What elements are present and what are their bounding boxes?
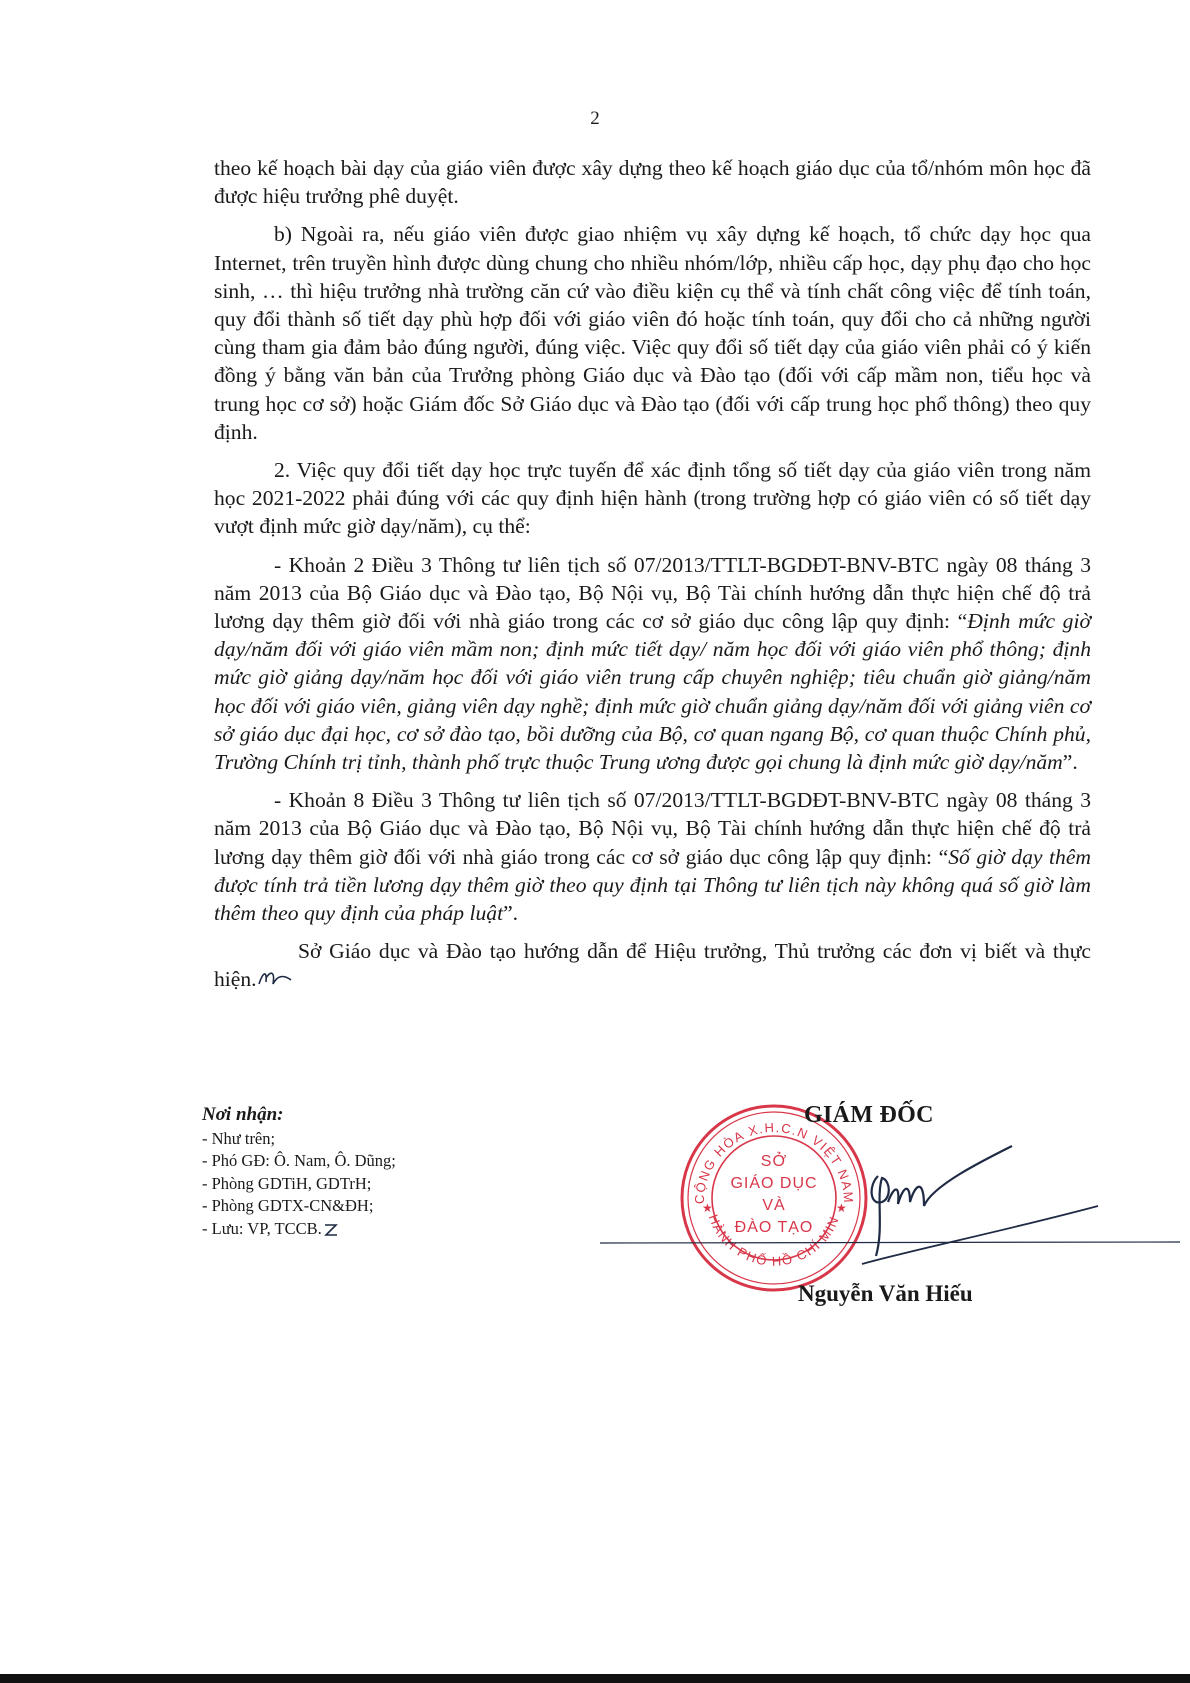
paragraph-khoan-2 [214,551,1091,777]
svg-text:★: ★ [836,1201,847,1215]
official-seal [678,1102,870,1294]
page-number: 2 [590,108,600,129]
recipient-item: - Phó GĐ: Ô. Nam, Ô. Dũng; [202,1151,396,1170]
paragraph-closing [214,937,1091,993]
recipients-block [202,1104,562,1240]
seal-line-4: ĐÀO TẠO [734,1219,814,1236]
closing-text: Sở Giáo dục và Đào tạo hướng dẫn để Hiệu trưởng, Thủ trưởng các đơn vị biết và thực hiện. [214,939,1091,992]
recipients-heading: Nơi nhận: [202,1104,284,1125]
paragraph-b: b) Ngoài ra, nếu giáo viên được giao nhiệm vụ xây dựng kế hoạch, tổ chức dạy học qua Internet, trên truyền hình được dùng chung cho nhiều nhóm/lớp, nhiều cấp học, dạy phụ đạo cho học sinh, … thì hiệu trưởng nhà trường căn cứ vào điều kiện cụ thể và tính chất công việc để tính toán, quy đổi thành số tiết dạy phù hợp đối với giáo viên đó hoặc tính toán, quy đổi cho cả những người cùng tham gia đảm bảo đúng người, đúng việc. Việc quy đổi số tiết dạy của giáo viên phải có ý kiến đồng ý bằng văn bản của Trưởng phòng Giáo dục và Đào tạo (đối với cấp mầm non, tiểu học và trung học cơ sở) hoặc Giám đốc Sở Giáo dục và Đào tạo (đối với cấp trung học phổ thông) theo quy định. [214,222,1091,444]
seal-line-3: VÀ [762,1197,786,1214]
initials-mark [257,966,293,988]
recipient-item-text: - Lưu: VP, TCCB. [202,1218,322,1238]
signatory-name: Nguyễn Văn Hiếu [798,1281,973,1306]
initials-mark [322,1221,350,1237]
paragraph-khoan-8 [214,786,1091,927]
seal-line-1: SỞ [760,1153,788,1170]
khoan-2-lead: - Khoản 2 Điều 3 Thông tư liên tịch số 07/2013/TTLT-BGDĐT-BNV-BTC ngày 08 tháng 3 năm 2013 của Bộ Giáo dục và Đào tạo, Bộ Nội vụ, Bộ Tài chính hướng dẫn thực hiện chế độ trả lương dạy thêm giờ đối với nhà giáo trong các cơ sở giáo dục công lập quy định: “ [214,552,1091,634]
handwritten-signature [860,1136,1100,1266]
paragraph-2: 2. Việc quy đổi tiết dạy học trực tuyến để xác định tổng số tiết dạy của giáo viên trong năm học 2021-2022 phải đúng với các quy định hiện hành (trong trường hợp có giáo viên có số tiết dạy vượt định mức giờ dạy/năm), cụ thể: [214,458,1091,539]
scan-edge [0,1670,1190,1683]
svg-text:★: ★ [702,1201,713,1215]
document-body [214,154,1091,994]
khoan-8-lead: - Khoản 8 Điều 3 Thông tư liên tịch số 07/2013/TTLT-BGDĐT-BNV-BTC ngày 08 tháng 3 năm 2013 của Bộ Giáo dục và Đào tạo, Bộ Nội vụ, Bộ Tài chính hướng dẫn thực hiện chế độ trả lương dạy thêm giờ đối với nhà giáo trong các cơ sở giáo dục công lập quy định: “ [214,788,1091,869]
recipient-item: - Như trên; [202,1128,276,1148]
recipient-item [202,1218,562,1241]
recipient-item: - Phòng GDTiH, GDTrH; [202,1173,372,1193]
seal-ring-top-text: CỘNG HÒA X.H.C.N VIỆT NAM [691,1119,857,1205]
khoan-8-end: ”. [503,901,519,926]
seal-ring-bottom-text: HÀNH PHỐ HỒ CHÍ MIN [705,1212,842,1269]
khoan-2-end: ”. [1062,750,1078,775]
seal-line-2: GIÁO DỤC [730,1175,818,1192]
scan-line [600,1240,1180,1246]
khoan-8-quote: Số giờ dạy thêm được tính trả tiền lương dạy thêm giờ theo quy định tại Thông tư liên tịch này không quá số giờ làm thêm theo quy định của pháp luật [214,844,1092,926]
khoan-2-quote: Định mức giờ dạy/năm đối với giáo viên mầm non; định mức tiết dạy/ năm học đối với giáo viên phổ thông; định mức giờ giảng dạy/năm học đối với giáo viên trung cấp chuyên nghiệp; tiêu chuẩn giờ giảng/năm học đối với giáo viên, giảng viên dạy nghề; định mức giờ chuẩn giảng dạy/năm đối với giảng viên cơ sở giáo dục đại học, cơ sở đào tạo, bồi dưỡng của Bộ, cơ quan ngang Bộ, cơ quan thuộc Chính phủ, Trường Chính trị tỉnh, thành phố trực thuộc Trung ương được gọi chung là định mức giờ dạy/năm [214,609,1091,775]
paragraph-continuation: theo kế hoạch bài dạy của giáo viên được xây dựng theo kế hoạch giáo dục của tổ/nhóm môn học đã được hiệu trưởng phê duyệt. [214,156,1091,209]
recipient-item: - Phòng GDTX-CN&ĐH; [202,1196,374,1215]
signatory-title: GIÁM ĐỐC [804,1102,934,1128]
